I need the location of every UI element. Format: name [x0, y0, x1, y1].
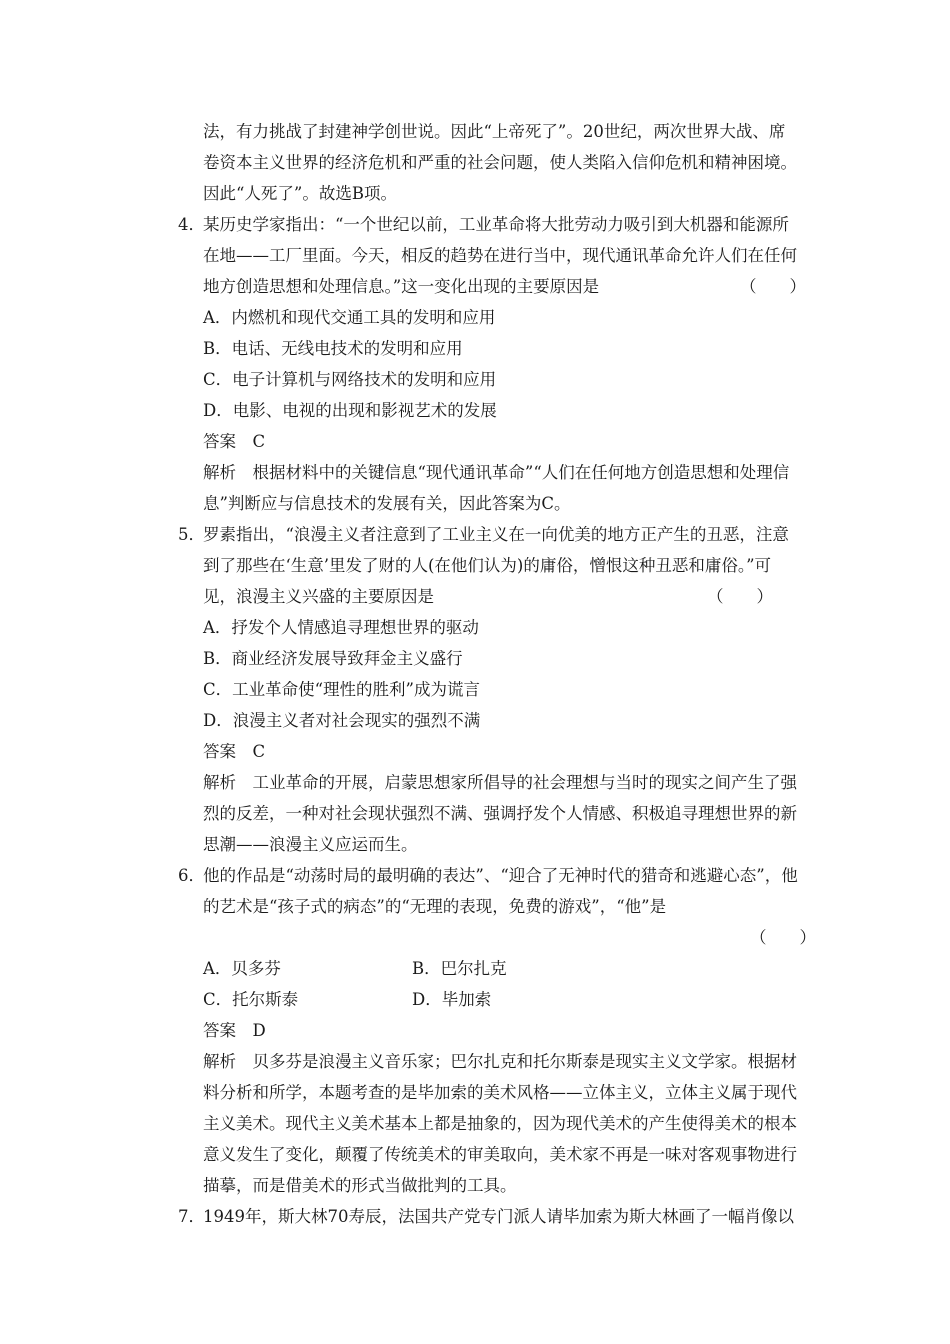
question-stem-line: 的艺术是“孩子式的病态”的“无理的表现，免费的游戏”，“他”是 — [203, 897, 667, 916]
question-stem-line: 见，浪漫主义兴盛的主要原因是 — [203, 587, 434, 606]
option-c: C．电子计算机与网络技术的发明和应用 — [203, 370, 497, 389]
option-c: C．工业革命使“理性的胜利”成为谎言 — [203, 680, 480, 699]
option-a: A．内燃机和现代交通工具的发明和应用 — [203, 308, 496, 327]
analysis-line: 解析 工业革命的开展，启蒙思想家所倡导的社会理想与当时的现实之间产生了强 — [203, 773, 797, 792]
analysis-line: 解析 贝多芬是浪漫主义音乐家；巴尔扎克和托尔斯泰是现实主义文学家。根据材 — [203, 1052, 797, 1071]
intro-line: 法，有力挑战了封建神学创世说。因此“上帝死了”。20世纪，两次世界大战、席 — [203, 122, 786, 141]
question-number: 5． — [178, 525, 205, 544]
option-d: D．毕加索 — [412, 990, 492, 1009]
question-stem-line: 他的作品是“动荡时局的最明确的表达”、“迎合了无神时代的猎奇和逃避心态”，他 — [203, 866, 798, 885]
answer-line: 答案 C — [203, 432, 266, 451]
option-b: B．电话、无线电技术的发明和应用 — [203, 339, 463, 358]
question-stem-line: 在地——工厂里面。今天，相反的趋势在进行当中，现代通讯革命允许人们在任何 — [203, 246, 797, 265]
question-stem-line: 到了那些在‘生意’里发了财的人(在他们认为)的庸俗，憎恨这种丑恶和庸俗。”可 — [203, 556, 772, 575]
answer-line: 答案 D — [203, 1021, 266, 1040]
option-a: A．抒发个人情感追寻理想世界的驱动 — [203, 618, 479, 637]
option-a: A．贝多芬 — [203, 959, 281, 978]
question-stem-line: 地方创造思想和处理信息。”这一变化出现的主要原因是 — [203, 277, 600, 296]
question-number: 4． — [178, 215, 205, 234]
question-stem-line: 1949年，斯大林70寿辰，法国共产党专门派人请毕加索为斯大林画了一幅肖像以 — [203, 1207, 794, 1226]
analysis-line: 思潮——浪漫主义应运而生。 — [203, 835, 418, 854]
analysis-line: 意义发生了变化，颠覆了传统美术的审美取向，美术家不再是一味对客观事物进行 — [203, 1145, 797, 1164]
option-c: C．托尔斯泰 — [203, 990, 299, 1009]
answer-blank: （ ） — [740, 277, 806, 296]
option-b: B．巴尔扎克 — [412, 959, 507, 978]
analysis-line: 烈的反差，一种对社会现状强烈不满、强调抒发个人情感、积极追寻理想世界的新 — [203, 804, 797, 823]
intro-line: 因此“人死了”。故选B项。 — [203, 184, 397, 203]
question-stem-line: 某历史学家指出：“一个世纪以前，工业革命将大批劳动力吸引到大机器和能源所 — [203, 215, 789, 234]
question-number: 7． — [178, 1207, 205, 1226]
answer-blank: （ ） — [707, 587, 773, 606]
question-number: 6． — [178, 866, 205, 885]
intro-line: 卷资本主义世界的经济危机和严重的社会问题，使人类陷入信仰危机和精神困境。 — [203, 153, 797, 172]
question-stem-line: 罗素指出，“浪漫主义者注意到了工业主义在一向优美的地方正产生的丑恶，注意 — [203, 525, 789, 544]
answer-blank: （ ） — [750, 928, 816, 947]
analysis-line: 料分析和所学，本题考查的是毕加索的美术风格——立体主义，立体主义属于现代 — [203, 1083, 797, 1102]
option-d: D．电影、电视的出现和影视艺术的发展 — [203, 401, 497, 420]
analysis-line: 描摹，而是借美术的形式当做批判的工具。 — [203, 1176, 517, 1195]
answer-line: 答案 C — [203, 742, 266, 761]
analysis-line: 主义美术。现代主义美术基本上都是抽象的，因为现代美术的产生使得美术的根本 — [203, 1114, 797, 1133]
analysis-line: 解析 根据材料中的关键信息“现代通讯革命”“人们在任何地方创造思想和处理信 — [203, 463, 790, 482]
option-d: D．浪漫主义者对社会现实的强烈不满 — [203, 711, 481, 730]
analysis-line: 息”判断应与信息技术的发展有关，因此答案为C。 — [203, 494, 571, 513]
option-b: B．商业经济发展导致拜金主义盛行 — [203, 649, 463, 668]
